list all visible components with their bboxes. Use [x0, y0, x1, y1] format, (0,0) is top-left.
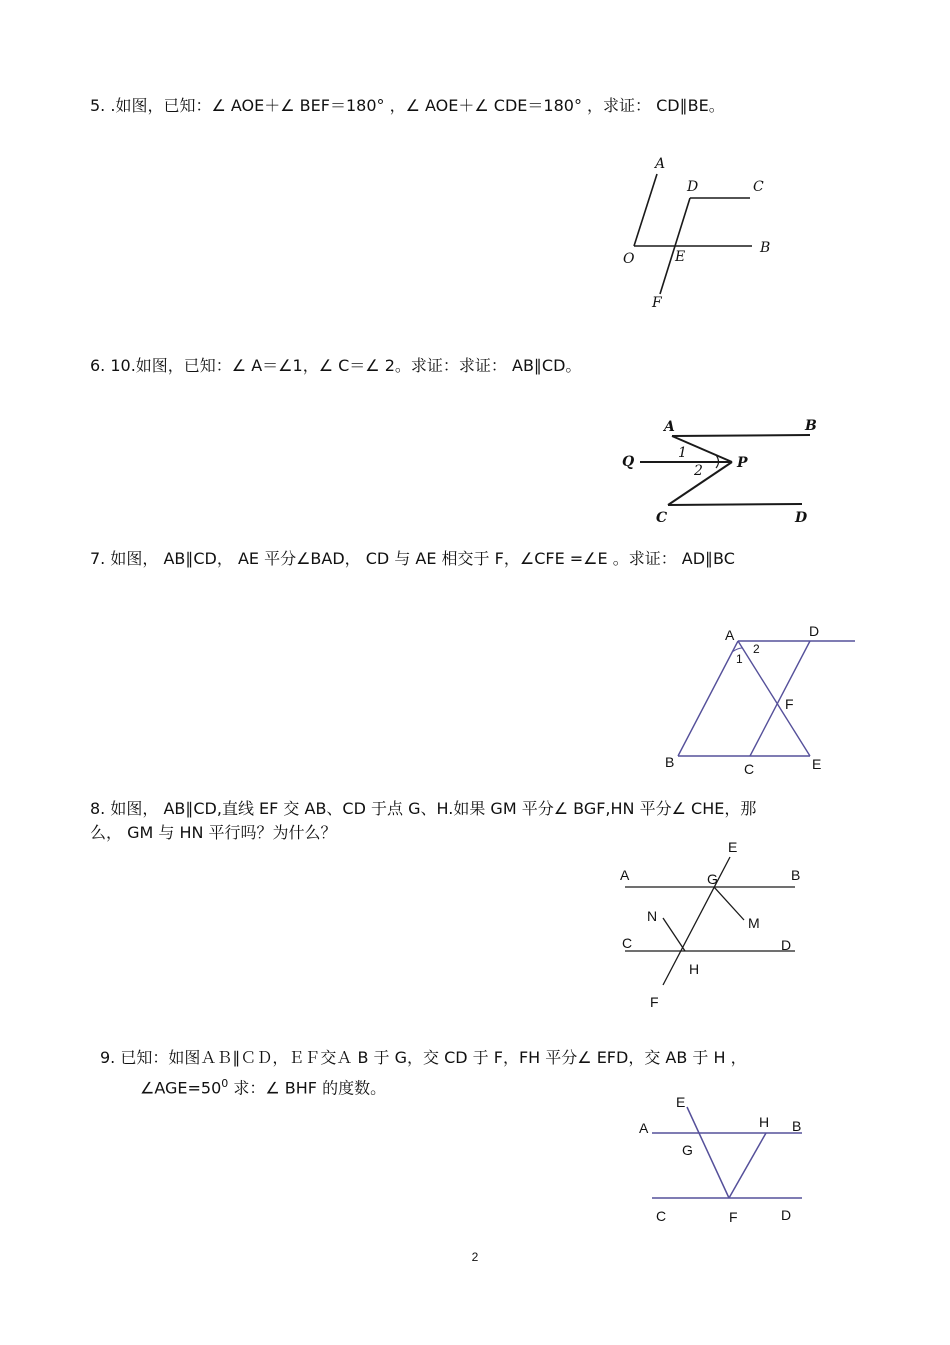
label-F: F — [650, 994, 659, 1010]
label-B: B — [805, 418, 817, 434]
problem-8-line-1: 8. 如图， AB∥CD,直线 EF 交 AB、CD 于点 G、H.如果 GM 平分∠ BGF,HN 平分∠ CHE，那 — [90, 799, 757, 818]
problem-5-text: 5. .如图，已知：∠ AOE＋∠ BEF＝180° ，∠ AOE＋∠ CDE＝180° ，求证： CD∥BE。 — [90, 96, 725, 115]
label-A: A — [655, 156, 666, 172]
label-P: P — [737, 455, 748, 471]
label-A: A — [725, 627, 735, 643]
label-C: C — [656, 1208, 667, 1224]
label-B: B — [760, 240, 771, 256]
label-E: E — [812, 756, 822, 772]
label-O: O — [623, 251, 635, 267]
label-C: C — [622, 935, 633, 951]
label-G: G — [707, 871, 718, 887]
label-G: G — [682, 1142, 693, 1158]
label-C: C — [753, 179, 764, 195]
label-M: M — [748, 915, 760, 931]
problem-9-line-2 — [140, 1072, 386, 1100]
problem-8-line-2: 么， GM 与 HN 平行吗？为什么？ — [90, 823, 337, 842]
label-E: E — [728, 839, 738, 855]
angle-2-label: 2 — [694, 463, 703, 479]
label-H: H — [689, 961, 700, 977]
label-D: D — [781, 937, 792, 953]
angle-1-label: 1 — [736, 652, 743, 666]
problem-7-figure — [650, 615, 870, 785]
label-D: D — [795, 510, 808, 526]
label-N: N — [647, 908, 658, 924]
problem-9-question: 求：∠ BHF 的度数。 — [228, 1078, 387, 1098]
label-C: C — [744, 761, 755, 777]
label-C: C — [656, 510, 668, 526]
degree-superscript: 0 — [221, 1077, 229, 1090]
label-Q: Q — [622, 454, 635, 470]
problem-6-figure — [610, 410, 840, 530]
angle-age-value: ∠AGE=50 — [140, 1078, 222, 1098]
label-F: F — [652, 295, 662, 311]
label-A: A — [639, 1120, 649, 1136]
label-B: B — [791, 867, 801, 883]
problem-5-figure — [610, 150, 800, 310]
label-D: D — [687, 179, 699, 195]
label-F: F — [785, 696, 794, 712]
problem-8-figure — [610, 835, 820, 1015]
label-D: D — [809, 623, 820, 639]
label-D: D — [781, 1207, 792, 1223]
angle-1-label: 1 — [678, 445, 687, 461]
angle-2-label: 2 — [753, 642, 760, 656]
label-H: H — [759, 1114, 770, 1130]
label-E: E — [675, 249, 686, 265]
problem-7-text: 7. 如图， AB∥CD， AE 平分∠BAD， CD 与 AE 相交于 F，∠CFE =∠E 。求证： AD∥BC — [90, 549, 735, 568]
label-A: A — [664, 419, 675, 435]
label-E: E — [676, 1094, 686, 1110]
label-A: A — [620, 867, 630, 883]
label-B: B — [792, 1118, 802, 1134]
label-F: F — [729, 1209, 738, 1225]
problem-9-figure — [630, 1090, 820, 1235]
problem-9-line-1: 9. 已知：如图ＡＢ∥ＣＤ，ＥＦ交Ａ B 于 G，交 CD 于 F，FH 平分∠ EFD，交 AB 于 H ， — [100, 1048, 747, 1067]
label-B: B — [665, 754, 675, 770]
page-number: 2 — [471, 1250, 479, 1264]
problem-6-text: 6. 10.如图，已知：∠ A＝∠1，∠ C＝∠ 2。求证：求证： AB∥CD。 — [90, 356, 582, 375]
